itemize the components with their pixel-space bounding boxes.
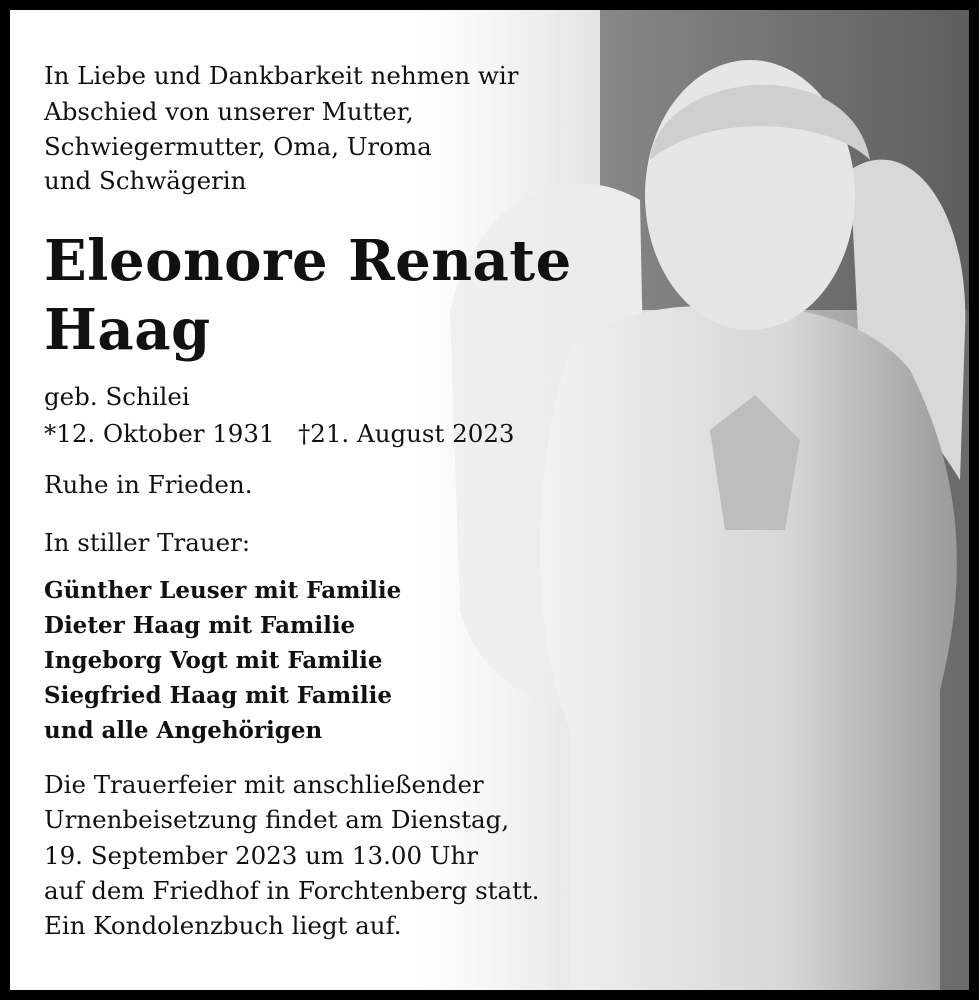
death-date: †21. August 2023	[298, 419, 515, 448]
intro-line: Abschied von unserer Mutter,	[44, 97, 414, 126]
rip-text: Ruhe in Frieden.	[44, 470, 253, 499]
intro-line: und Schwägerin	[44, 166, 247, 195]
intro-line: Schwiegermutter, Oma, Uroma	[44, 132, 432, 161]
mourner: und alle Angehörigen	[44, 717, 323, 744]
funeral-line: Ein Kondolenzbuch liegt auf.	[44, 911, 402, 940]
deceased-surname: Haag	[44, 297, 211, 363]
funeral-line: 19. September 2023 um 13.00 Uhr	[44, 841, 478, 870]
mourner: Siegfried Haag mit Familie	[44, 682, 393, 709]
maiden-name: geb. Schilei	[44, 382, 190, 411]
funeral-line: Urnenbeisetzung findet am Dienstag,	[44, 805, 510, 834]
mourning-label: In stiller Trauer:	[44, 528, 251, 557]
mourner: Ingeborg Vogt mit Familie	[44, 647, 383, 674]
birth-date: *12. Oktober 1931	[44, 419, 275, 448]
obituary-notice	[10, 10, 969, 990]
funeral-line: Die Trauerfeier mit anschließender	[44, 770, 484, 799]
intro-line: In Liebe und Dankbarkeit nehmen wir	[44, 61, 519, 90]
funeral-line: auf dem Friedhof in Forchtenberg statt.	[44, 876, 540, 905]
deceased-name: Eleonore Renate	[44, 228, 572, 294]
mourner: Günther Leuser mit Familie	[44, 577, 402, 604]
mourner: Dieter Haag mit Familie	[44, 612, 356, 639]
